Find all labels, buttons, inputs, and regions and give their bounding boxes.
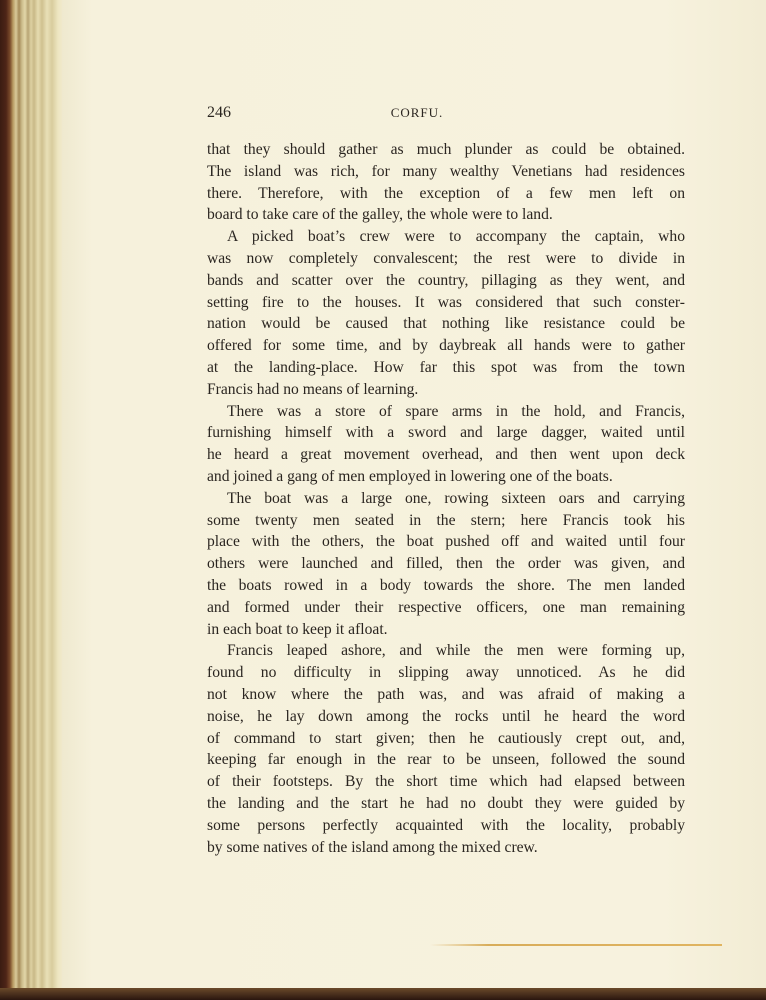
text-line: nation would be caused that nothing like resistance could be: [207, 315, 685, 333]
text-line: A picked boat’s crew were to accompany the captain, who: [227, 228, 685, 246]
text-line: he heard a great movement overhead, and then went upon deck: [207, 446, 685, 464]
decorative-rule: [430, 944, 722, 946]
text-line: there. Therefore, with the exception of a few men left on: [207, 184, 685, 202]
text-line: was now completely convalescent; the rest were to divide in: [207, 249, 685, 267]
text-line: setting fire to the houses. It was considered that such conster-: [207, 293, 685, 311]
text-line: Francis had no means of learning.: [207, 380, 419, 398]
text-line: others were launched and filled, then the order was given, and: [207, 555, 685, 573]
page-bottom-shadow: [0, 988, 766, 1000]
text-line: the landing and the start he had no doubt they were guided by: [207, 794, 685, 812]
text-line: in each boat to keep it afloat.: [207, 620, 388, 638]
text-line: the boats rowed in a body towards the shore. The men landed: [207, 576, 685, 594]
text-line: and joined a gang of men employed in lowering one of the boats.: [207, 467, 613, 485]
text-line: of command to start given; then he cautiously crept out, and,: [207, 729, 685, 747]
text-line: place with the others, the boat pushed off and waited until four: [207, 533, 685, 551]
text-line: furnishing himself with a sword and large dagger, waited until: [207, 424, 685, 442]
text-line: and formed under their respective officers, one man remaining: [207, 598, 685, 616]
text-line: The island was rich, for many wealthy Venetians had residences: [207, 162, 685, 180]
text-line: not know where the path was, and was afraid of making a: [207, 685, 685, 703]
text-line: by some natives of the island among the mixed crew.: [207, 838, 538, 856]
text-line: at the landing-place. How far this spot was from the town: [207, 358, 685, 376]
page-number: 246: [207, 104, 231, 121]
body-text: [207, 139, 685, 858]
running-head: [207, 104, 687, 126]
text-line: Francis leaped ashore, and while the men were forming up,: [227, 642, 685, 660]
book-binding-edge: [0, 0, 64, 1000]
text-line: board to take care of the galley, the whole were to land.: [207, 206, 553, 224]
text-line: bands and scatter over the country, pillaging as they went, and: [207, 271, 685, 289]
text-line: There was a store of spare arms in the hold, and Francis,: [227, 402, 685, 420]
text-line: The boat was a large one, rowing sixteen oars and carrying: [227, 489, 685, 507]
text-line: that they should gather as much plunder as could be obtained.: [207, 141, 685, 158]
text-line: found no difficulty in slipping away unnoticed. As he did: [207, 664, 685, 682]
text-line: some persons perfectly acquainted with the locality, probably: [207, 816, 685, 834]
text-line: noise, he lay down among the rocks until he heard the word: [207, 707, 685, 725]
text-line: keeping far enough in the rear to be unseen, followed the sound: [207, 751, 685, 769]
text-line: some twenty men seated in the stern; here Francis took his: [207, 511, 685, 529]
text-line: of their footsteps. By the short time which had elapsed between: [207, 773, 685, 791]
text-line: offered for some time, and by daybreak all hands were to gather: [207, 337, 685, 355]
running-title: CORFU.: [390, 105, 444, 120]
